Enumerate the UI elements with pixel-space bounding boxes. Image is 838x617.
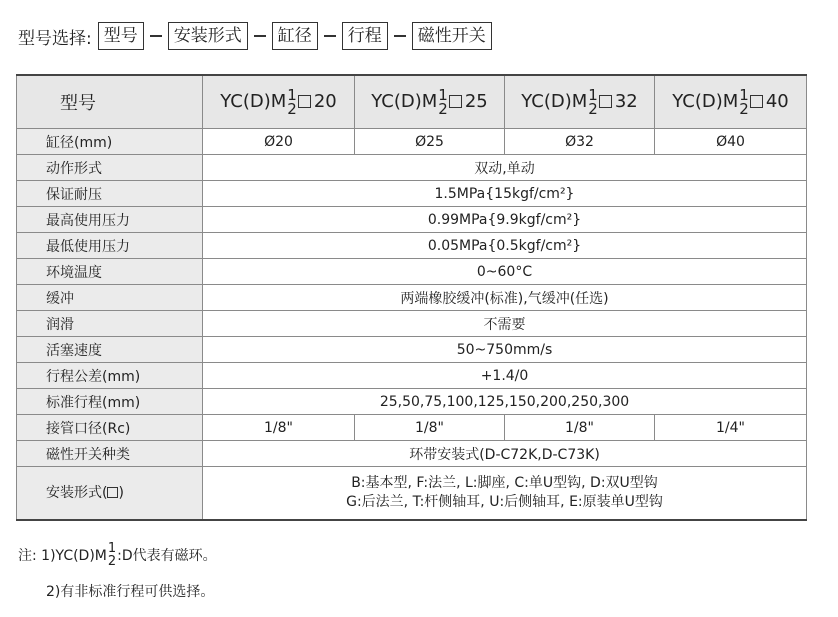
- row-label-text: 安装形式(: [46, 484, 108, 501]
- table-cell: 1/8": [203, 415, 355, 441]
- table-row-piston-speed: [17, 337, 807, 363]
- note-text: :D代表有磁环。: [117, 548, 217, 564]
- fraction: [287, 88, 297, 116]
- table-cell: 25,50,75,100,125,150,200,250,300: [203, 389, 807, 415]
- row-label: 缸径(mm): [17, 129, 203, 155]
- table-cell: 1/8": [505, 415, 655, 441]
- table-cell: 50~750mm/s: [203, 337, 807, 363]
- table-cell: 0~60°C: [203, 259, 807, 285]
- header-model: [355, 75, 505, 129]
- row-label: 活塞速度: [17, 337, 203, 363]
- model-size: 20: [313, 91, 337, 112]
- table-row-standard-strokes: [17, 389, 807, 415]
- selection-dash: [254, 35, 266, 36]
- row-label: 行程公差(mm): [17, 363, 203, 389]
- blank-square: [750, 95, 763, 108]
- fraction: [438, 88, 448, 116]
- header-model: [203, 75, 355, 129]
- model-size: 25: [464, 91, 488, 112]
- table-cell: 双动,单动: [203, 155, 807, 181]
- mounting-line: G:后法兰, T:杆侧轴耳, U:后侧轴耳, E:原装单U型钩: [346, 494, 663, 510]
- row-label: 缓冲: [17, 285, 203, 311]
- row-label: 润滑: [17, 311, 203, 337]
- fraction-den: 2: [287, 100, 297, 118]
- fraction: [108, 542, 116, 568]
- note-2: 2)有非标准行程可供选择。: [46, 584, 215, 600]
- blank-square: [107, 487, 118, 498]
- table-cell: 不需要: [203, 311, 807, 337]
- table-row-stroke-tolerance: [17, 363, 807, 389]
- mounting-line: B:基本型, F:法兰, L:脚座, C:单U型钩, D:双U型钩: [351, 475, 658, 491]
- fraction: [588, 88, 598, 116]
- row-label: 最低使用压力: [17, 233, 203, 259]
- row-label: 动作形式: [17, 155, 203, 181]
- fraction-num: 1: [287, 86, 297, 104]
- selection-dash: [150, 35, 162, 36]
- table-header-row: [17, 75, 807, 129]
- table-cell: [203, 467, 807, 521]
- fraction-num: 1: [588, 86, 598, 104]
- table-cell: 1/4": [655, 415, 807, 441]
- fraction-num: 1: [739, 86, 749, 104]
- selection-box-mounting: 安装形式: [168, 22, 248, 50]
- table-row-switch-type: [17, 441, 807, 467]
- table-cell: 环带安装式(D-C72K,D-C73K): [203, 441, 807, 467]
- model-prefix: YC(D)M: [521, 91, 588, 112]
- note-1: [18, 540, 217, 570]
- row-label: 保证耐压: [17, 181, 203, 207]
- table-cell: 0.99MPa{9.9kgf/cm²}: [203, 207, 807, 233]
- selection-dash: [324, 35, 336, 36]
- model-selection-guide: [18, 22, 492, 50]
- table-cell: 0.05MPa{0.5kgf/cm²}: [203, 233, 807, 259]
- selection-box-bore: 缸径: [272, 22, 318, 50]
- fraction-num: 1: [107, 541, 117, 556]
- table-cell: Ø25: [355, 129, 505, 155]
- row-label: [17, 467, 203, 521]
- table-row-temperature: [17, 259, 807, 285]
- row-label: 磁性开关种类: [17, 441, 203, 467]
- table-row-port-size: [17, 415, 807, 441]
- header-model: [655, 75, 807, 129]
- blank-square: [449, 95, 462, 108]
- table-row-cushion: [17, 285, 807, 311]
- model-prefix: YC(D)M: [220, 91, 287, 112]
- selection-box-stroke: 行程: [342, 22, 388, 50]
- table-row-bore: [17, 129, 807, 155]
- fraction-den: 2: [739, 100, 749, 118]
- fraction-den: 2: [438, 100, 448, 118]
- table-row-action: [17, 155, 807, 181]
- table-cell: 两端橡胶缓冲(标准),气缓冲(任选): [203, 285, 807, 311]
- table-cell: Ø32: [505, 129, 655, 155]
- table-row-proof-pressure: [17, 181, 807, 207]
- table-cell: Ø40: [655, 129, 807, 155]
- fraction-den: 2: [588, 100, 598, 118]
- spec-table: [16, 74, 807, 521]
- selection-box-model: 型号: [98, 22, 144, 50]
- row-label: 标准行程(mm): [17, 389, 203, 415]
- fraction-num: 1: [438, 86, 448, 104]
- fraction: [739, 88, 749, 116]
- model-prefix: YC(D)M: [672, 91, 739, 112]
- notes: [18, 540, 217, 601]
- header-model: [505, 75, 655, 129]
- table-cell: 1.5MPa{15kgf/cm²}: [203, 181, 807, 207]
- table-cell: +1.4/0: [203, 363, 807, 389]
- row-label-text: ): [118, 484, 124, 501]
- table-cell: 1/8": [355, 415, 505, 441]
- blank-square: [298, 95, 311, 108]
- blank-square: [599, 95, 612, 108]
- selection-dash: [394, 35, 406, 36]
- selection-box-switch: 磁性开关: [412, 22, 492, 50]
- header-label: 型号: [17, 75, 203, 129]
- table-cell: Ø20: [203, 129, 355, 155]
- table-row-lubrication: [17, 311, 807, 337]
- model-prefix: YC(D)M: [371, 91, 438, 112]
- model-size: 40: [765, 91, 789, 112]
- row-label: 接管口径(Rc): [17, 415, 203, 441]
- table-row-mounting: [17, 467, 807, 521]
- note-text: 注: 1)YC(D)M: [18, 548, 107, 564]
- row-label: 最高使用压力: [17, 207, 203, 233]
- table-row-min-pressure: [17, 233, 807, 259]
- selection-label: 型号选择:: [18, 28, 92, 49]
- model-size: 32: [614, 91, 638, 112]
- table-row-max-pressure: [17, 207, 807, 233]
- fraction-den: 2: [107, 554, 117, 569]
- row-label: 环境温度: [17, 259, 203, 285]
